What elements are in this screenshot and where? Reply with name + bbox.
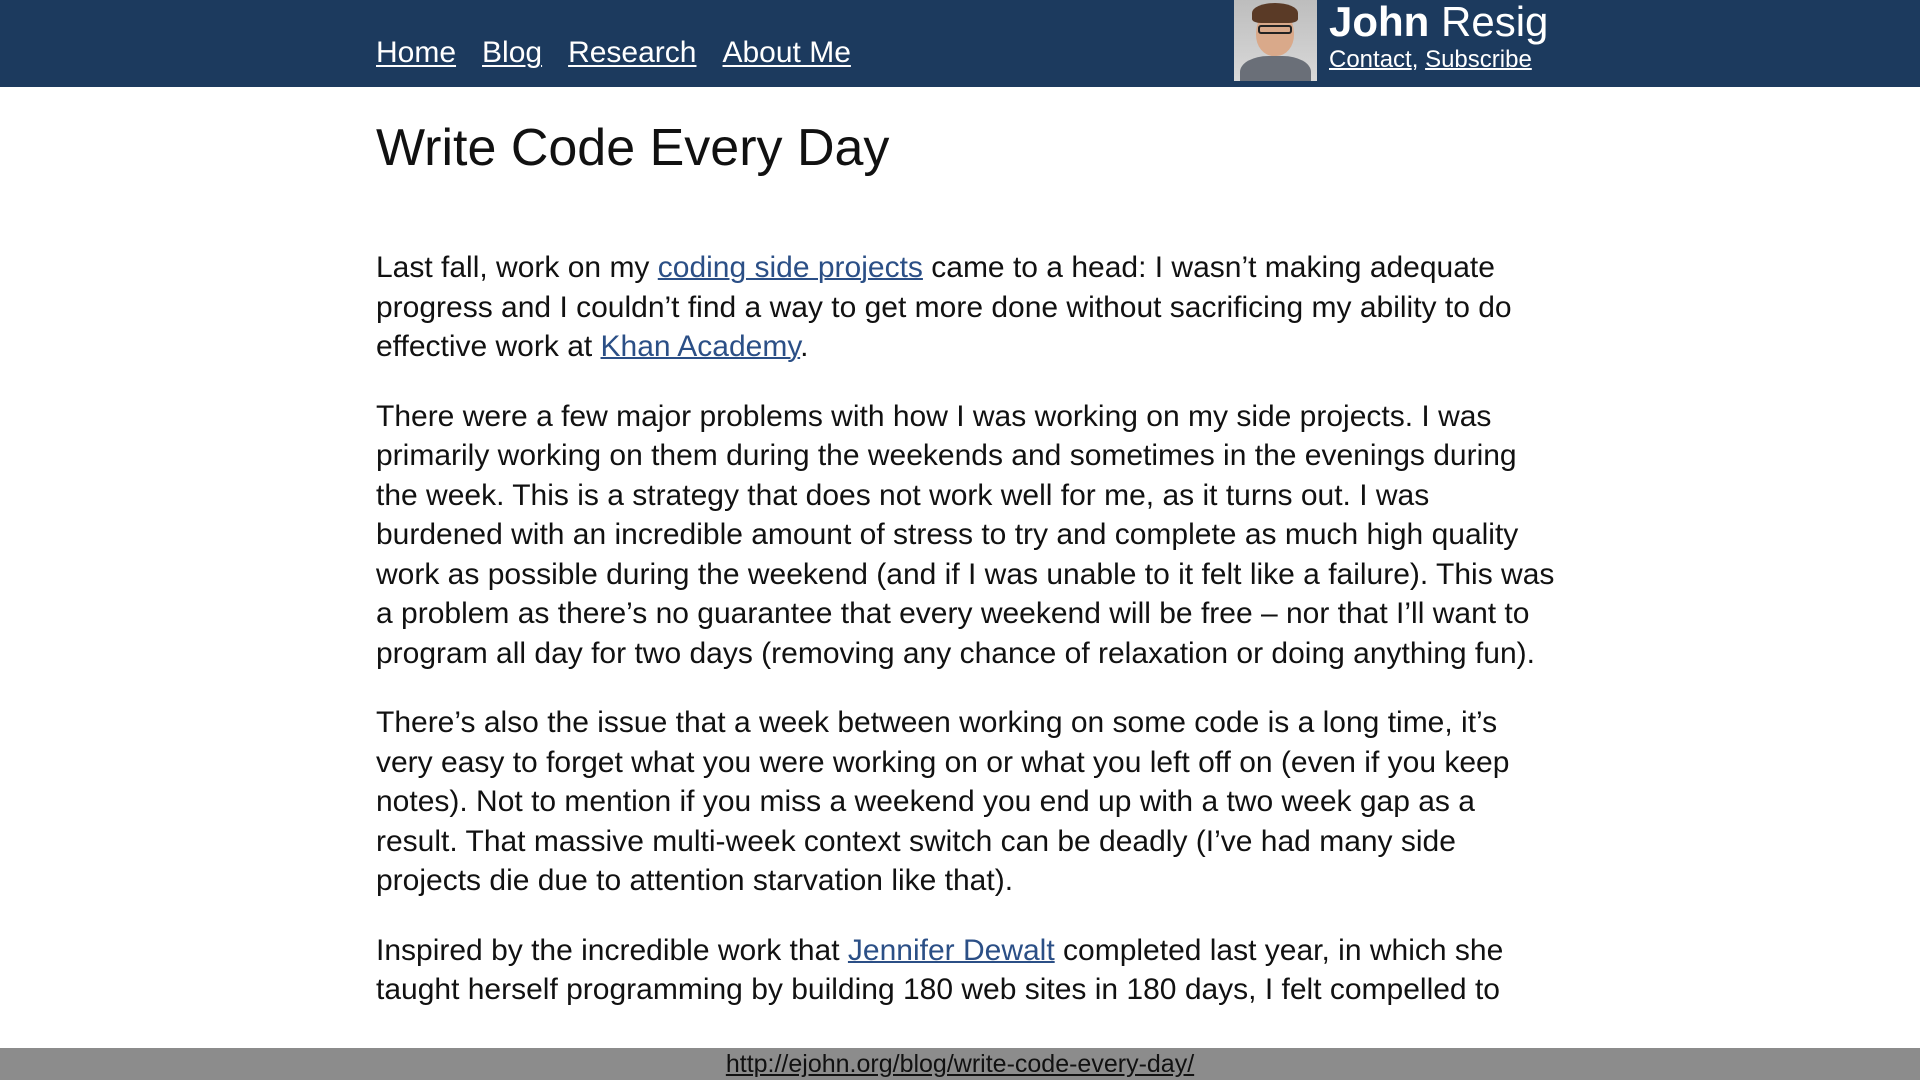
nav-research-link[interactable]: Research [568,36,697,69]
site-owner-name[interactable] [1329,0,1548,44]
paragraph-4-text-b: completed last year, in which she taught herself programming by building 180 web sites in 180 days, I felt compelled to [376,933,1504,1006]
avatar-body-shape [1240,56,1311,81]
contact-link[interactable]: Contact [1329,46,1412,73]
article-paragraph-3: There’s also the issue that a week between working on some code is a long time, it’s very easy to forget what you were working on or what you left off on (even if you keep notes). Not to mention if you miss a weekend you end up with a two week gap as a result. That massive multi-week context switch can be deadly (I’ve had many side projects die due to attention starvation like that). [376,706,1510,897]
status-bar-url[interactable]: http://ejohn.org/blog/write-code-every-day/ [725,1050,1195,1078]
coding-side-projects-link[interactable]: coding side projects [657,251,923,284]
article-paragraph-4 [376,931,1556,1010]
article-title: Write Code Every Day [376,119,890,177]
khan-academy-link[interactable]: Khan Academy [600,330,801,363]
main-nav [376,36,851,70]
header-secondary-links [1329,46,1532,74]
owner-first-name: John [1329,0,1430,45]
paragraph-1-text-b: came to a head: I wasn’t making adequate progress and I couldn’t find a way to get more done without sacrificing my ability to do effective work at [376,251,1512,363]
subscribe-link[interactable]: Subscribe [1425,46,1532,73]
article-content [376,112,1556,1040]
avatar-glasses-shape [1258,25,1292,34]
status-bar [0,1048,1920,1080]
avatar-hair-shape [1252,3,1298,23]
nav-home-link[interactable]: Home [376,36,457,69]
article-paragraph-2: There were a few major problems with how I was working on my side projects. I was primarily working on them during the weekends and sometimes in the evenings during the week. This is a strategy that does not work well for me, as it turns out. I was burdened with an incredible amount of stress to try and complete as much high quality work as possible during the weekend (and if I was unable to it felt like a failure). This was a problem as there’s no guarantee that every weekend will be free – nor that I’ll want to program all day for two days (removing any chance of relaxation or doing anything fun). [376,399,1555,670]
link-separator: , [1411,46,1426,73]
jennifer-dewalt-link[interactable]: Jennifer Dewalt [847,933,1055,967]
paragraph-1-text-a: Last fall, work on my [376,251,658,284]
nav-about-me-link[interactable]: About Me [722,36,851,69]
author-avatar [1234,0,1317,81]
nav-blog-link[interactable]: Blog [482,36,543,69]
paragraph-4-text-a: Inspired by the incredible work that [376,933,848,967]
paragraph-1-text-c: . [800,330,809,363]
site-header [0,0,1920,87]
article-paragraph-1 [376,248,1556,367]
owner-last-name: Resig [1441,0,1549,45]
